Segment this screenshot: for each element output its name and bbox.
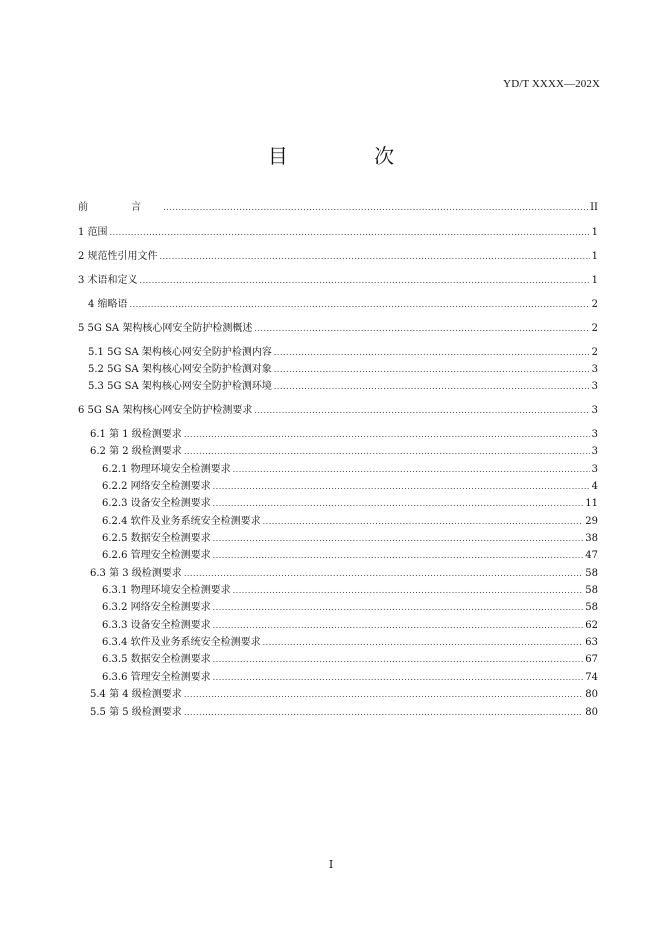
toc-dot-leader bbox=[184, 687, 583, 703]
toc-dot-leader bbox=[140, 273, 590, 289]
toc-entry-page: 58 bbox=[585, 585, 598, 596]
page-number: I bbox=[328, 858, 334, 871]
toc-entry-page: 1 bbox=[591, 251, 598, 262]
document-code: YD/T XXXX—202X bbox=[503, 78, 600, 90]
toc-entry-5-1[interactable] bbox=[88, 345, 598, 361]
toc-dot-leader bbox=[254, 403, 589, 419]
toc-entry-label: 6 5G SA 架构核心网安全防护检测要求 bbox=[78, 405, 253, 416]
toc-entry-page: 67 bbox=[585, 654, 598, 665]
toc-entry-5-3[interactable] bbox=[88, 379, 598, 395]
toc-entry-6-2-1[interactable] bbox=[102, 462, 598, 478]
toc-entry-6-2-5[interactable] bbox=[102, 531, 598, 547]
toc-entry-5[interactable] bbox=[78, 321, 598, 337]
toc-entry-label: 6.2.4 软件及业务系统安全检测要求 bbox=[102, 516, 261, 527]
toc-entry-page: 3 bbox=[591, 381, 598, 392]
toc-entry-label: 前 言 bbox=[78, 202, 162, 213]
toc-entry-page: 3 bbox=[591, 405, 598, 416]
toc-entry-page: 62 bbox=[585, 620, 598, 631]
toc-entry-label: 1 范围 bbox=[78, 227, 108, 238]
toc-entry-label: 6.2.2 网络安全检测要求 bbox=[102, 481, 211, 492]
toc-dot-leader bbox=[213, 479, 590, 495]
toc-dot-leader bbox=[213, 600, 584, 616]
toc-dot-leader bbox=[213, 531, 584, 547]
toc-entry-label: 6.2.5 数据安全检测要求 bbox=[102, 533, 211, 544]
toc-entry-label: 6.3.5 数据安全检测要求 bbox=[102, 654, 211, 665]
toc-entry-foreword[interactable] bbox=[78, 200, 598, 216]
toc-entry-page: 4 bbox=[591, 481, 598, 492]
toc-entry-label: 2 规范性引用文件 bbox=[78, 251, 158, 262]
toc-entry-page: 74 bbox=[585, 672, 598, 683]
toc-dot-leader bbox=[213, 496, 584, 512]
toc-entry-page: 1 bbox=[591, 275, 598, 286]
toc-entry-page: II bbox=[590, 202, 598, 213]
toc-entry-page: 58 bbox=[585, 602, 598, 613]
toc-dot-leader bbox=[184, 566, 583, 582]
toc-entry-page: 47 bbox=[585, 550, 598, 561]
toc-dot-leader bbox=[213, 548, 584, 564]
toc-entry-label: 6.3.1 物理环境安全检测要求 bbox=[102, 585, 231, 596]
toc-entry-label: 6.2.6 管理安全检测要求 bbox=[102, 550, 211, 561]
toc-dot-leader bbox=[213, 652, 584, 668]
toc-entry-6[interactable] bbox=[78, 403, 598, 419]
toc-entry-3[interactable] bbox=[78, 273, 598, 289]
toc-dot-leader bbox=[184, 427, 590, 443]
toc-entry-page: 2 bbox=[591, 323, 598, 334]
toc-dot-leader bbox=[263, 635, 584, 651]
toc-entry-6-2-6[interactable] bbox=[102, 548, 598, 564]
toc-dot-leader bbox=[263, 514, 584, 530]
toc-entry-6-3-2[interactable] bbox=[102, 600, 598, 616]
toc-entry-label: 5.1 5G SA 架构核心网安全防护检测内容 bbox=[88, 347, 272, 358]
toc-entry-label: 5.5 第 5 级检测要求 bbox=[90, 707, 182, 718]
toc-entry-page: 38 bbox=[585, 533, 598, 544]
toc-entry-page: 29 bbox=[585, 516, 598, 527]
toc-entry-6-2-3[interactable] bbox=[102, 496, 598, 512]
toc-entry-label: 6.3.4 软件及业务系统安全检测要求 bbox=[102, 637, 261, 648]
toc-entry-page: 3 bbox=[591, 446, 598, 457]
toc-entry-6-3-5[interactable] bbox=[102, 652, 598, 668]
toc-entry-page: 63 bbox=[585, 637, 598, 648]
toc-dot-leader bbox=[274, 362, 590, 378]
toc-dot-leader bbox=[184, 705, 583, 721]
toc-entry-4[interactable] bbox=[88, 297, 598, 313]
toc-entry-page: 3 bbox=[591, 364, 598, 375]
toc-entry-label: 6.3.2 网络安全检测要求 bbox=[102, 602, 211, 613]
toc-entry-page: 3 bbox=[591, 429, 598, 440]
toc-dot-leader bbox=[233, 462, 590, 478]
toc-dot-leader bbox=[254, 321, 589, 337]
toc-dot-leader bbox=[213, 670, 584, 686]
toc-entry-label: 6.2.3 设备安全检测要求 bbox=[102, 498, 211, 509]
toc-entry-label: 6.3.3 设备安全检测要求 bbox=[102, 620, 211, 631]
toc-dot-leader bbox=[184, 444, 590, 460]
toc-dot-leader bbox=[130, 297, 590, 313]
toc-dot-leader bbox=[213, 618, 584, 634]
toc-entry-label: 5 5G SA 架构核心网安全防护检测概述 bbox=[78, 323, 253, 334]
toc-entry-page: 80 bbox=[585, 689, 598, 700]
toc-entry-label: 6.3 第 3 级检测要求 bbox=[90, 568, 182, 579]
toc-entry-6-1[interactable] bbox=[90, 427, 598, 443]
toc-entry-6-3-6[interactable] bbox=[102, 670, 598, 686]
toc-entry-page: 2 bbox=[591, 347, 598, 358]
toc-entry-6-3-3[interactable] bbox=[102, 618, 598, 634]
toc-entry-label: 6.2.1 物理环境安全检测要求 bbox=[102, 464, 231, 475]
toc-entry-label: 6.2 第 2 级检测要求 bbox=[90, 446, 182, 457]
toc-entry-page: 11 bbox=[585, 498, 598, 509]
toc-entry-label: 3 术语和定义 bbox=[78, 275, 138, 286]
toc-entry-page: 1 bbox=[591, 227, 598, 238]
toc-entry-2[interactable] bbox=[78, 249, 598, 265]
toc-dot-leader bbox=[110, 225, 590, 241]
toc-entry-label: 5.3 5G SA 架构核心网安全防护检测环境 bbox=[88, 381, 272, 392]
toc-entry-label: 5.4 第 4 级检测要求 bbox=[90, 689, 182, 700]
toc-entry-label: 5.2 5G SA 架构核心网安全防护检测对象 bbox=[88, 364, 272, 375]
toc-dot-leader bbox=[160, 249, 590, 265]
toc-dot-leader bbox=[233, 583, 584, 599]
toc-entry-6-2-2[interactable] bbox=[102, 479, 598, 495]
toc-entry-6-3-1[interactable] bbox=[102, 583, 598, 599]
toc-entry-page: 80 bbox=[585, 707, 598, 718]
toc-entry-label: 6.3.6 管理安全检测要求 bbox=[102, 672, 211, 683]
toc-entry-5-4[interactable] bbox=[90, 687, 598, 703]
toc-entry-6-2[interactable] bbox=[90, 444, 598, 460]
toc-dot-leader bbox=[274, 379, 590, 395]
toc-entry-5-2[interactable] bbox=[88, 362, 598, 378]
page-title: 目 次 bbox=[267, 144, 435, 168]
toc-entry-1[interactable] bbox=[78, 225, 598, 241]
toc-entry-label: 4 缩略语 bbox=[88, 299, 128, 310]
toc-entry-6-3-4[interactable] bbox=[102, 635, 598, 651]
toc-entry-5-5[interactable] bbox=[90, 705, 598, 721]
toc-entry-page: 2 bbox=[591, 299, 598, 310]
toc-dot-leader bbox=[163, 200, 588, 216]
toc-entry-6-2-4[interactable] bbox=[102, 514, 598, 530]
toc-dot-leader bbox=[274, 345, 590, 361]
toc-entry-page: 3 bbox=[591, 464, 598, 475]
toc-entry-label: 6.1 第 1 级检测要求 bbox=[90, 429, 182, 440]
toc-entry-page: 58 bbox=[585, 568, 598, 579]
toc-entry-6-3[interactable] bbox=[90, 566, 598, 582]
